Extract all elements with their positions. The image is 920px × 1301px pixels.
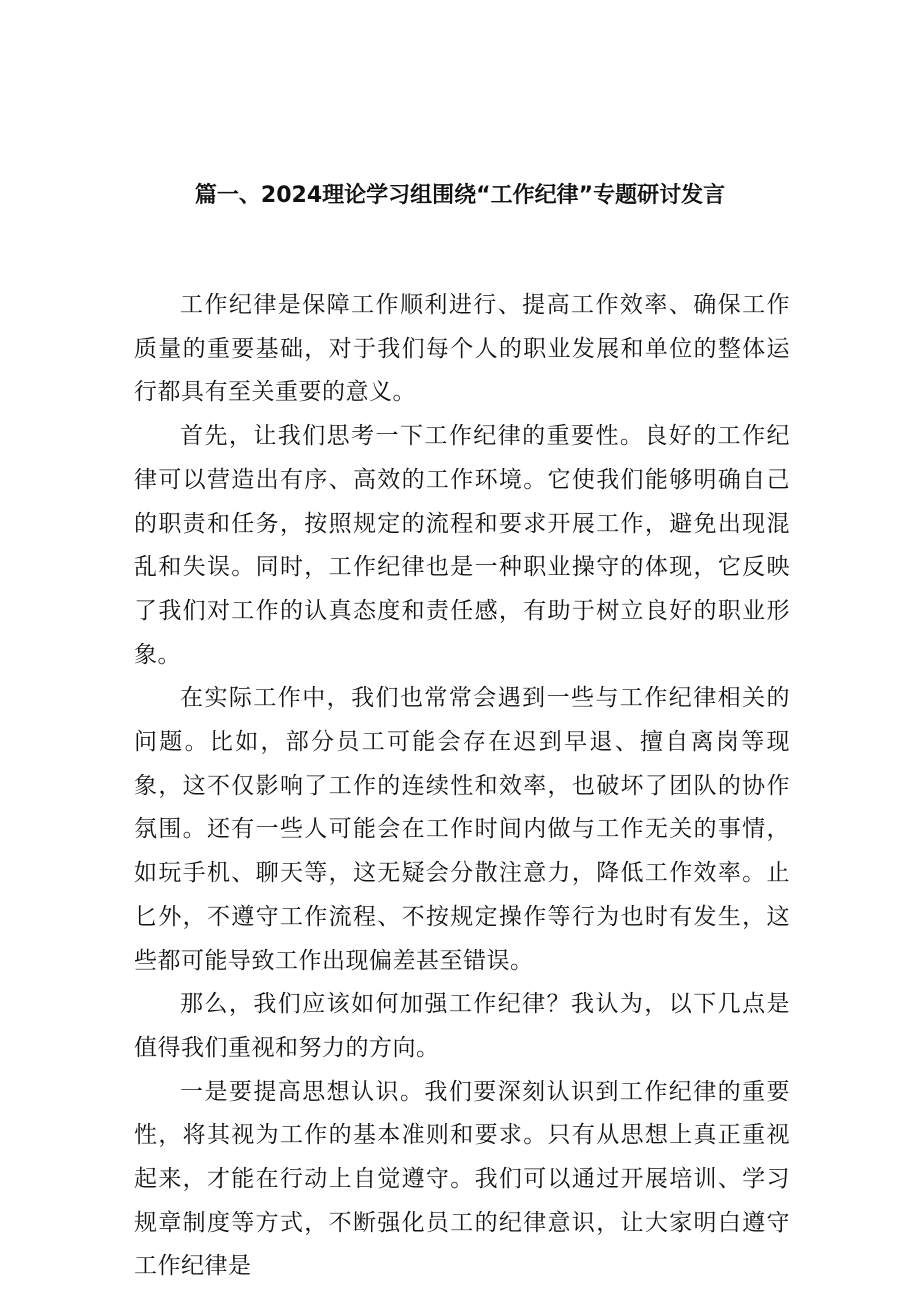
paragraph-importance: 首先，让我们思考一下工作纪律的重要性。良好的工作纪律可以营造出有序、高效的工作环境。它使我们能够明确自己的职责和任务，按照规定的流程和要求开展工作，避免出现混乱和失误。同时，工作纪律也是一种职业操守的体现，它反映了我们对工作的认真态度和责任感，有助于树立良好的职业形象。 [134,423,790,668]
paragraph-problems: 在实际工作中，我们也常常会遇到一些与工作纪律相关的问题。比如，部分员工可能会存在迟到早退、擅自离岗等现象，这不仅影响了工作的连续性和效率，也破坏了团队的协作氛围。还有一些人可能会在工作时间内做与工作无关的事情，如玩手机、聊天等，这无疑会分散注意力，降低工作效率。止匕外，不遵守工作流程、不按规定操作等行为也时有发生，这些都可能导致工作出现偏差甚至错误。 [134,685,790,974]
paragraph-intro: 工作纪律是保障工作顺利进行、提高工作效率、确保工作质量的重要基础，对于我们每个人的职业发展和单位的整体运行都具有至关重要的意义。 [134,292,790,406]
paragraph-point-one: 一是要提高思想认识。我们要深刻认识到工作纪律的重要性，将其视为工作的基本准则和要求。只有从思想上真正重视起来，才能在行动上自觉遵守。我们可以通过开展培训、学习规章制度等方式，不断强化员工的纪律意识，让大家明白遵守工作纪律是 [134,1078,790,1280]
paragraph-question: 那么，我们应该如何加强工作纪律？我认为，以下几点是值得我们重视和努力的方向。 [134,991,790,1061]
document-title: 篇一、2024理论学习组围绕“工作纪律”专题研讨发言 [194,183,726,208]
document-body [134,284,790,1289]
